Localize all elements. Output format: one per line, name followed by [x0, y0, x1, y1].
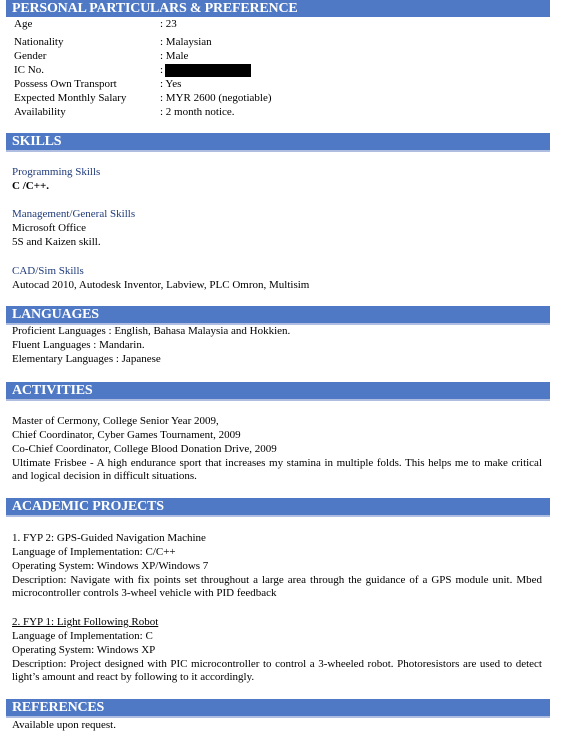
- project-2-title: 2. FYP 1: Light Following Robot: [12, 616, 159, 628]
- ic-value: [160, 64, 251, 77]
- project-2-description: Description: Project designed with PIC microcontroller to control a 3-wheeled robot. Photoresistors are used to detect light’s amount and react by following to it accordingly.: [12, 658, 542, 683]
- languages-heading: LANGUAGES: [6, 306, 550, 325]
- project-1-os: Operating System: Windows XP/Windows 7: [12, 560, 209, 572]
- redaction-bar: [165, 64, 251, 77]
- activities-heading: ACTIVITIES: [6, 382, 550, 401]
- language-line: Proficient Languages : English, Bahasa Malaysia and Hokkien.: [12, 325, 291, 337]
- programming-skills-title: Programming Skills: [12, 166, 101, 178]
- management-skills-title: Management/General Skills: [12, 208, 136, 220]
- project-1-language: Language of Implementation: C/C++: [12, 546, 176, 558]
- management-skill-item: 5S and Kaizen skill.: [12, 236, 101, 248]
- project-1-description: Description: Navigate with fix points set throughout a large area through the guidance of a GPS module unit. Mbed microcontroller controls 3-wheel vehicle with PID feedback: [12, 574, 542, 599]
- activity-paragraph: Ultimate Frisbee - A high endurance sport that increases my stamina in multiple folds. This helps me to make critical and logical decision in difficult situations.: [12, 457, 542, 482]
- ic-label: IC No.: [14, 64, 44, 76]
- nationality-value: : Malaysian: [160, 36, 212, 48]
- gender-label: Gender: [14, 50, 47, 62]
- activity-line: Master of Cermony, College Senior Year 2009,: [12, 415, 219, 427]
- language-line: Elementary Languages : Japanese: [12, 353, 161, 365]
- project-2-os: Operating System: Windows XP: [12, 644, 156, 656]
- transport-value: : Yes: [160, 78, 182, 90]
- references-text: Available upon request.: [12, 719, 116, 731]
- language-line: Fluent Languages : Mandarin.: [12, 339, 145, 351]
- age-label: Age: [14, 18, 33, 30]
- project-2-language: Language of Implementation: C: [12, 630, 153, 642]
- gender-value: : Male: [160, 50, 189, 62]
- projects-heading: ACADEMIC PROJECTS: [6, 498, 550, 517]
- salary-label: Expected Monthly Salary: [14, 92, 127, 104]
- salary-value: : MYR 2600 (negotiable): [160, 92, 272, 104]
- activity-line: Co-Chief Coordinator, College Blood Donation Drive, 2009: [12, 443, 277, 455]
- age-value: : 23: [160, 18, 177, 30]
- references-heading: REFERENCES: [6, 699, 550, 718]
- nationality-label: Nationality: [14, 36, 64, 48]
- programming-skills-value: C /C++.: [12, 180, 49, 192]
- personal-heading: PERSONAL PARTICULARS & PREFERENCE: [6, 0, 550, 17]
- project-1-title: 1. FYP 2: GPS-Guided Navigation Machine: [12, 532, 206, 544]
- cad-skills-value: Autocad 2010, Autodesk Inventor, Labview, PLC Omron, Multisim: [12, 279, 310, 291]
- cad-skills-title: CAD/Sim Skills: [12, 265, 84, 277]
- availability-value: : 2 month notice.: [160, 106, 235, 118]
- ic-colon: :: [160, 64, 164, 76]
- transport-label: Possess Own Transport: [14, 78, 117, 90]
- skills-heading: SKILLS: [6, 133, 550, 152]
- availability-label: Availability: [14, 106, 66, 118]
- activity-line: Chief Coordinator, Cyber Games Tournament, 2009: [12, 429, 241, 441]
- management-skill-item: Microsoft Office: [12, 222, 87, 234]
